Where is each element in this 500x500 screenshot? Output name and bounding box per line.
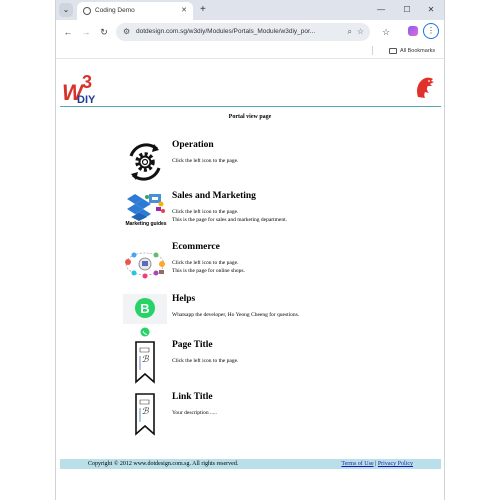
zoom-icon[interactable]: ⌕ xyxy=(347,27,352,36)
url-text: dotdesign.com.sg/w3diy/Modules/Portals_Module/w3diy_por... xyxy=(136,28,316,35)
item-description xyxy=(172,358,238,366)
logo-diy: DIY xyxy=(77,94,96,106)
description-line: Whatsapp the developer, Ho Yeong Cheeng for questions. xyxy=(172,312,300,318)
tab-bar xyxy=(56,0,444,20)
item-description xyxy=(172,158,238,166)
copyright-text: Copyright © 2012 www.dotdesign.com.sg. All rights reserved. xyxy=(88,461,239,467)
all-bookmarks-link[interactable]: All Bookmarks xyxy=(400,48,436,54)
item-title: Sales and Marketing xyxy=(172,191,256,201)
back-button[interactable]: ← xyxy=(63,27,73,37)
item-description xyxy=(172,410,217,418)
bookmark-star-icon[interactable]: ☆ xyxy=(356,27,364,36)
footer-links xyxy=(341,459,413,469)
description-line: Click the left icon to the page. xyxy=(172,260,239,266)
dropbox-marketing-icon[interactable] xyxy=(123,191,167,235)
terms-of-use-link[interactable]: Terms of Use xyxy=(341,461,374,467)
svg-text:ℬ: ℬ xyxy=(141,355,149,365)
ecommerce-network-icon[interactable] xyxy=(123,242,167,286)
folder-icon xyxy=(389,48,397,54)
description-line: Click the left icon to the page. xyxy=(172,158,239,164)
tab-coding-demo[interactable] xyxy=(77,2,193,20)
menu-button[interactable]: ⋮ xyxy=(423,23,439,39)
forward-button[interactable]: → xyxy=(81,27,91,37)
description-line: Click the left icon to the page. xyxy=(172,209,239,215)
item-title: Link Title xyxy=(172,392,213,402)
close-tab-icon[interactable]: ✕ xyxy=(181,7,187,14)
bookmarks-bar xyxy=(56,44,444,59)
bookmark-ribbon-icon[interactable] xyxy=(123,340,167,384)
site-info-icon[interactable]: ⚙ xyxy=(123,27,131,36)
item-description xyxy=(172,209,287,224)
item-title: Ecommerce xyxy=(172,242,220,252)
item-title: Operation xyxy=(172,140,214,150)
item-description xyxy=(172,260,245,275)
page-heading: Portal view page xyxy=(228,114,272,120)
item-title: Helps xyxy=(172,294,196,304)
item-title: Page Title xyxy=(172,340,213,350)
w3diy-logo[interactable] xyxy=(62,72,106,106)
privacy-policy-link[interactable]: Privacy Policy xyxy=(377,461,413,467)
page-content xyxy=(56,58,444,500)
bookmark-ribbon-icon[interactable] xyxy=(123,392,167,436)
reading-list-icon[interactable]: ☆ xyxy=(381,27,391,37)
browser-window xyxy=(55,0,445,500)
reload-button[interactable]: ↻ xyxy=(100,27,108,37)
footer-separator: | xyxy=(375,461,377,467)
header-divider xyxy=(60,106,441,107)
icon-caption: Marketing guides xyxy=(125,221,167,227)
svg-text:B: B xyxy=(140,301,150,316)
description-line: This is the page for online shops. xyxy=(172,267,245,274)
logo-3: 3 xyxy=(82,72,93,92)
svg-text:ℬ: ℬ xyxy=(141,407,149,417)
description-line: Click the left icon to the page. xyxy=(172,358,239,364)
close-window-button[interactable]: ✕ xyxy=(427,5,435,14)
globe-icon xyxy=(83,7,91,15)
divider xyxy=(372,46,373,55)
logo-w: W xyxy=(62,80,83,105)
description-line: Your description ..... xyxy=(172,410,217,416)
description-line: This is the page for sales and marketing department. xyxy=(172,216,288,223)
new-tab-button[interactable]: + xyxy=(200,4,206,15)
gear-cycle-icon[interactable] xyxy=(123,140,167,184)
extension-icon[interactable] xyxy=(408,26,418,36)
whatsapp-business-icon[interactable] xyxy=(123,294,167,338)
tab-title: Coding Demo xyxy=(95,7,135,14)
tab-search-button[interactable]: ⌄ xyxy=(59,3,73,17)
browser-toolbar xyxy=(56,20,444,44)
footer-bar xyxy=(60,459,441,469)
item-description xyxy=(172,312,299,320)
lion-head-icon xyxy=(414,75,436,99)
maximize-button[interactable]: ☐ xyxy=(403,5,411,14)
address-bar[interactable] xyxy=(116,23,370,41)
minimize-button[interactable]: — xyxy=(377,5,385,14)
